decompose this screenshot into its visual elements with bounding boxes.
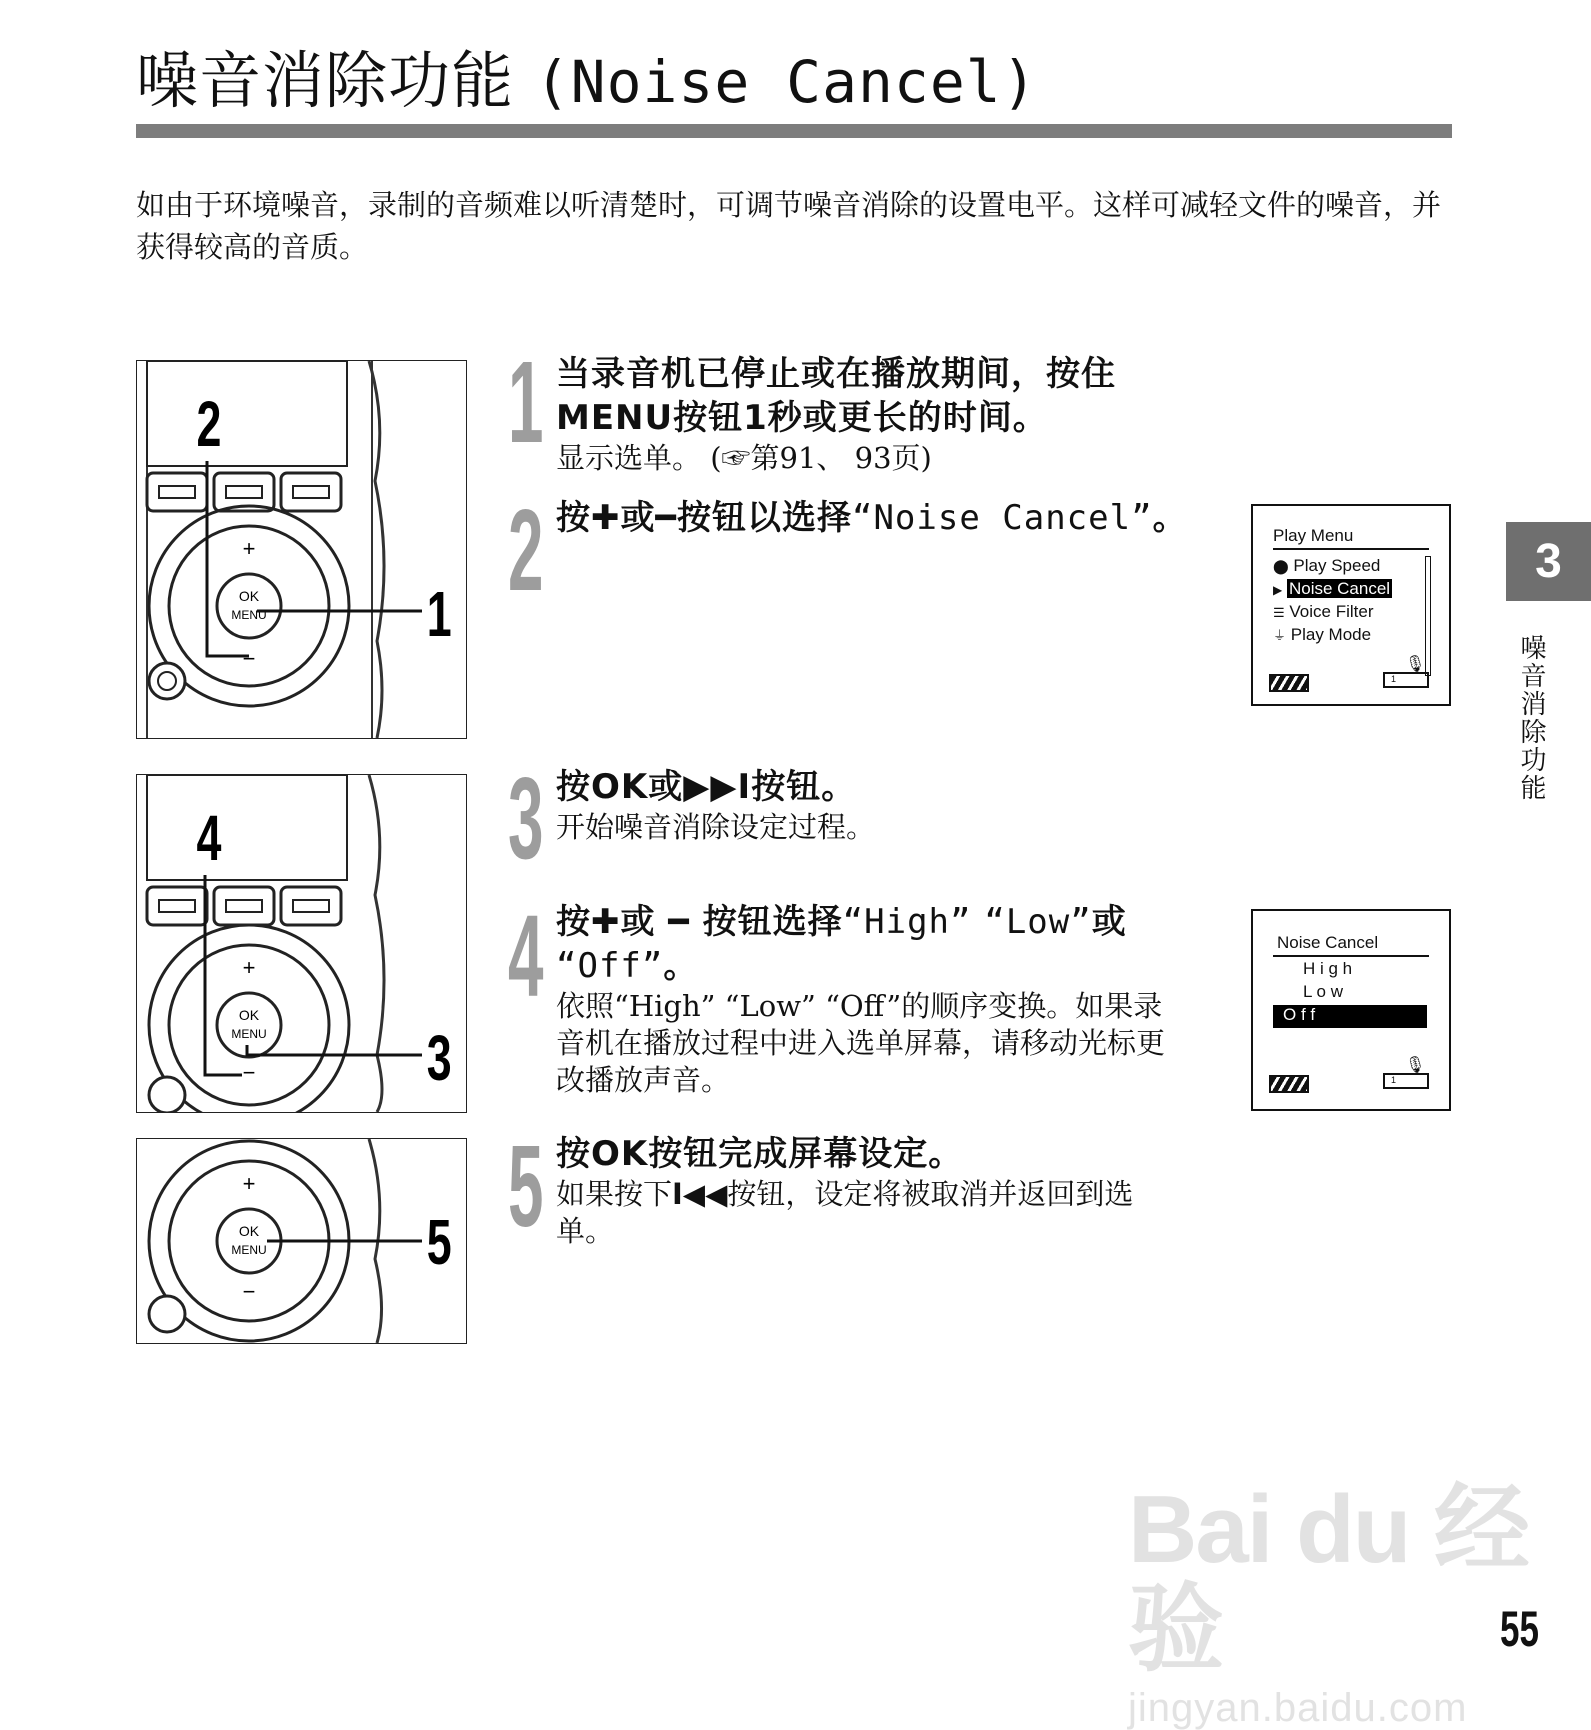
lcd-header-rule: [1273, 548, 1429, 550]
text-press: 按: [556, 1134, 591, 1174]
ok-label: OK: [238, 1007, 260, 1023]
mic-icon: 🎙: [1405, 1055, 1426, 1074]
watermark-url: jingyan.baidu.com: [1128, 1686, 1468, 1730]
lcd-play-menu: [1251, 504, 1451, 706]
callout-2: 2: [196, 388, 222, 460]
step-2-heading: [556, 496, 1196, 540]
minus-label: −: [242, 646, 256, 671]
fast-forward-icon: ▶▶I: [683, 767, 752, 807]
menu-item-label: Play Speed: [1293, 556, 1381, 575]
lcd-option-list: [1273, 959, 1427, 1028]
plus-icon: ✚: [591, 902, 621, 942]
text-press: 按: [556, 902, 591, 942]
option-low[interactable]: L o w: [1303, 982, 1344, 1001]
lcd-scrollbar: [1425, 556, 1431, 676]
menu-label: MENU: [231, 608, 267, 622]
menu-item-voice-filter[interactable]: [1273, 602, 1423, 625]
menu-label: MENU: [231, 1243, 267, 1257]
step-4-heading: [556, 900, 1186, 988]
menu-item-noise-cancel[interactable]: [1273, 579, 1423, 602]
battery-icon: [1269, 1075, 1309, 1093]
step-5-number: 5: [508, 1121, 544, 1251]
step-1-heading-line2: 按钮1秒或更长的时间。: [673, 398, 1048, 438]
step-3-number: 3: [508, 753, 544, 883]
title-english: (Noise Cancel): [534, 48, 1038, 116]
ok-key: OK: [591, 1134, 649, 1174]
figure-steps-1-2: [136, 360, 467, 739]
step-4: [556, 900, 1186, 1099]
list-icon: ☰: [1273, 605, 1285, 620]
battery-icon: [1269, 674, 1309, 692]
rewind-icon: I◀◀: [672, 1177, 728, 1211]
step-1-description: 显示选单。 (☞第91、 93页): [556, 441, 932, 475]
step-2-number: 2: [508, 485, 544, 615]
step-3-heading: [556, 765, 1196, 809]
step-2: [556, 496, 1196, 540]
text-press: 按: [556, 498, 591, 538]
title-rule: [136, 124, 1452, 138]
plus-label: +: [242, 536, 256, 561]
text-button: 按钮。: [751, 767, 857, 807]
step-3: [556, 765, 1196, 846]
text-or: 或: [620, 498, 656, 538]
lcd-header: Noise Cancel: [1277, 933, 1379, 952]
menu-item-play-speed[interactable]: [1273, 556, 1423, 579]
step-5: [556, 1132, 1186, 1250]
figure-steps-3-4: [136, 774, 467, 1113]
folder-indicator: 1: [1383, 672, 1429, 688]
text-button-select: 按钮选择: [702, 902, 843, 942]
text-or: 或: [620, 902, 656, 942]
figure-step-5: [136, 1138, 467, 1344]
plus-label: +: [242, 1171, 256, 1196]
ok-key: OK: [591, 767, 649, 807]
text-button-select: 按钮以选择: [676, 498, 852, 538]
callout-3: 3: [426, 1022, 452, 1094]
lcd-header: Play Menu: [1273, 526, 1354, 545]
minus-icon: ━: [655, 498, 677, 538]
callout-1: 1: [426, 578, 452, 650]
noise-cancel-quote: “Noise Cancel”: [851, 498, 1153, 538]
chapter-title: 噪音消除功能: [1516, 634, 1546, 802]
step-1-heading: [556, 352, 1186, 440]
chapter-tab: 3: [1506, 522, 1591, 601]
folder-indicator: 1: [1383, 1073, 1429, 1089]
text-press: 按: [556, 767, 591, 807]
ok-label: OK: [238, 1223, 260, 1239]
desc-part-a: 如果按下: [556, 1177, 673, 1211]
callout-4: 4: [196, 802, 222, 874]
page-number: 55: [1500, 1601, 1539, 1657]
step-5-description: [556, 1176, 1186, 1250]
step-1-heading-line1: 当录音机已停止或在播放期间，按住: [556, 354, 1116, 394]
menu-label: MENU: [231, 1027, 267, 1041]
ok-label: OK: [238, 588, 260, 604]
minus-icon: ━: [668, 902, 690, 942]
plus-label: +: [242, 955, 256, 980]
high-quote: “High”: [842, 902, 972, 942]
cursor-arrow-icon: ▶: [1273, 583, 1283, 597]
record-icon: ⬤: [1273, 558, 1289, 574]
lcd-header-rule: [1273, 955, 1429, 957]
text-end: 。: [663, 946, 699, 986]
mic-icon: 🎙: [1405, 654, 1426, 673]
option-high[interactable]: H i g h: [1303, 959, 1353, 978]
minus-label: −: [242, 1060, 256, 1085]
text-button-complete: 按钮完成屏幕设定。: [648, 1134, 964, 1174]
menu-key: MENU: [556, 398, 674, 438]
text-or-2: 或: [1091, 902, 1127, 942]
filter-icon: ⏚: [1273, 628, 1287, 643]
step-1-number: 1: [508, 337, 544, 467]
callout-5: 5: [426, 1206, 452, 1278]
intro-paragraph: 如由于环境噪音，录制的音频难以听清楚时，可调节噪音消除的设置电平。这样可减轻文件的噪音，并获得较高的音质。: [136, 188, 1442, 264]
text-end: 。: [1152, 498, 1188, 538]
menu-item-label: Play Mode: [1290, 625, 1372, 644]
off-quote: “Off”: [556, 946, 664, 986]
step-4-number: 4: [508, 891, 544, 1021]
plus-icon: ✚: [591, 498, 621, 538]
option-off[interactable]: O f f: [1273, 1005, 1427, 1028]
page-title: [136, 42, 1038, 121]
minus-label: −: [242, 1279, 256, 1304]
watermark-brand: Bai du 经验: [1128, 1476, 1529, 1683]
low-quote: “Low”: [984, 902, 1092, 942]
menu-item-play-mode[interactable]: [1273, 625, 1423, 648]
menu-item-label: Noise Cancel: [1288, 579, 1391, 598]
title-chinese: 噪音消除功能: [136, 44, 515, 117]
lcd-menu-list: [1273, 556, 1423, 648]
step-4-description: 依照“High” “Low” “Off”的顺序变换。如果录音机在播放过程中进入选单屏幕，请移动光标更改播放声音。: [556, 989, 1166, 1097]
step-1: [556, 352, 1186, 477]
menu-item-label: Voice Filter: [1289, 602, 1374, 621]
desc-part-b: 按钮，设定将被取消并返回到选单。: [556, 1177, 1134, 1248]
step-3-description: 开始噪音消除设定过程。: [556, 810, 876, 844]
step-5-heading: [556, 1132, 1186, 1176]
lcd-noise-cancel: [1251, 909, 1451, 1111]
text-or: 或: [648, 767, 684, 807]
